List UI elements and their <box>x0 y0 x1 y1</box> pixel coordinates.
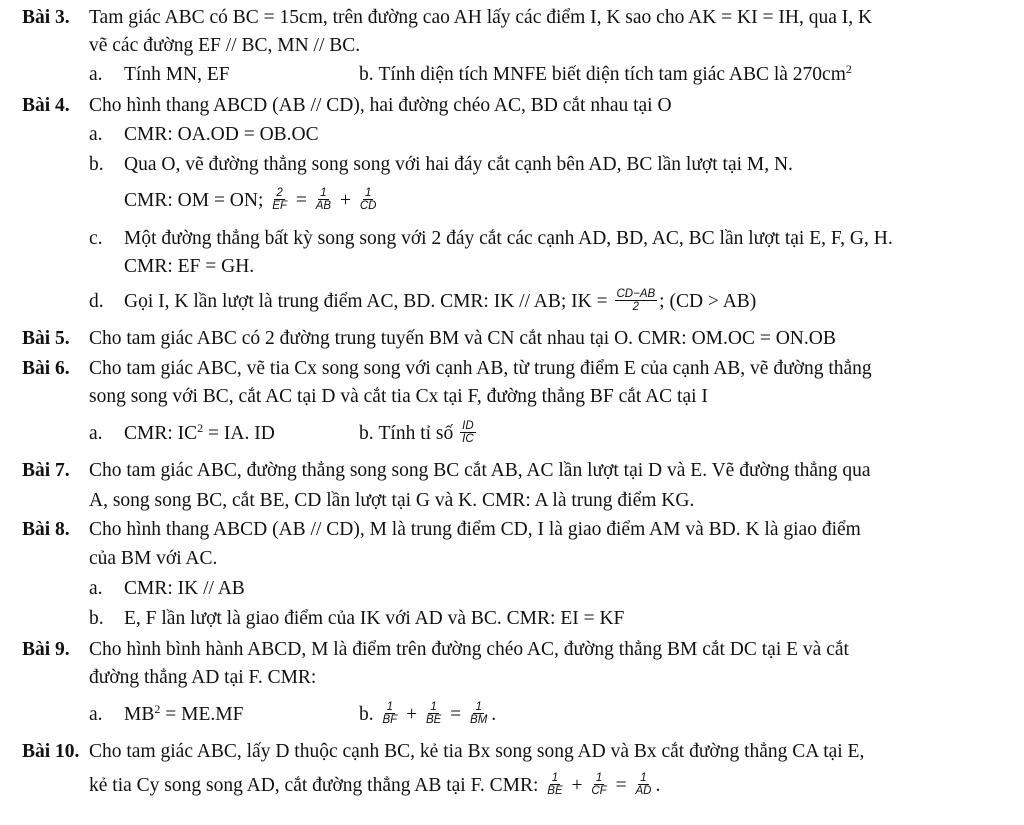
numerator: 1 <box>595 772 603 785</box>
problem-9-a-superscript: 2 <box>154 702 161 716</box>
problem-3-b-superscript: 2 <box>845 62 852 76</box>
fraction-2-over-ef <box>270 187 289 212</box>
problem-5-label: Bài 5. <box>22 328 70 349</box>
problem-3-part-a <box>89 63 230 87</box>
problem-9-text-1: Cho hình bình hành ABCD, M là điểm trên đường chéo AC, đường thẳng BM cắt DC tại E và cắt <box>89 639 849 660</box>
problem-3-b-text: Tính diện tích MNFE biết diện tích tam giác ABC là 270cm <box>378 64 846 85</box>
denominator: BE <box>425 714 442 727</box>
period: . <box>655 775 661 796</box>
problem-4-part-a <box>89 123 319 147</box>
problem-6-b-text: Tính tỉ số <box>378 423 454 444</box>
problem-4-part-b <box>89 153 793 177</box>
fraction-1-over-bf <box>381 701 400 726</box>
problem-6-label: Bài 6. <box>22 358 70 379</box>
numerator: 1 <box>364 187 372 200</box>
numerator: ID <box>462 420 474 433</box>
plus-sign: + <box>406 704 418 725</box>
fraction-1-over-cd <box>358 187 379 212</box>
problem-3-a-text: Tính MN, EF <box>124 64 230 85</box>
problem-8-part-a <box>89 577 245 601</box>
problem-6-a-text-post: = IA. ID <box>203 423 275 444</box>
problem-8-a-text: CMR: IK // AB <box>124 578 245 599</box>
problem-9-b-index: b. <box>359 704 374 725</box>
problem-8-line-1 <box>22 518 861 542</box>
period: . <box>491 704 497 725</box>
problem-8-line-2: của BM với AC. <box>89 548 218 569</box>
denominator: IC <box>462 433 474 446</box>
numerator: 1 <box>320 187 327 200</box>
problem-3-a-index: a. <box>89 64 103 85</box>
problem-9-a-text-post: = ME.MF <box>160 704 244 725</box>
fraction-id-over-ic <box>460 420 476 445</box>
denominator: BM <box>470 714 488 727</box>
plus-sign: + <box>571 775 583 796</box>
fraction-cd-minus-ab-over-2 <box>615 288 658 313</box>
problem-9-a-index: a. <box>89 704 103 725</box>
problem-7-label: Bài 7. <box>22 460 70 481</box>
problem-9-line-1 <box>22 638 849 662</box>
problem-4-part-d <box>89 290 756 315</box>
problem-4-part-b-formula <box>124 189 380 214</box>
problem-8-a-index: a. <box>89 578 103 599</box>
problem-4-a-text: CMR: OA.OD = OB.OC <box>124 124 319 145</box>
problem-8-b-index: b. <box>89 608 104 629</box>
fraction-1-over-be <box>545 772 564 797</box>
fraction-1-over-ad <box>633 772 653 797</box>
numerator: 1 <box>640 772 647 785</box>
problem-3-line-1 <box>22 6 872 30</box>
problem-7-line-1 <box>22 459 871 483</box>
problem-3-line-2: vẽ các đường EF // BC, MN // BC. <box>89 35 361 56</box>
plus-sign: + <box>339 190 351 211</box>
problem-6-line-2: song song với BC, cắt AC tại D và cắt tia Cx tại F, đường thẳng BF cắt AC tại I <box>89 386 708 407</box>
denominator: AD <box>635 785 652 798</box>
problem-4-b-text: Qua O, vẽ đường thẳng song song với hai đáy cắt cạnh bên AD, BC lần lượt tại M, N. <box>124 154 793 175</box>
problem-3-b-index: b. <box>359 64 374 85</box>
denominator: BE <box>547 785 563 798</box>
problem-10-label: Bài 10. <box>22 741 80 762</box>
problem-7-text-1: Cho tam giác ABC, đường thẳng song song BC cắt AB, AC lần lượt tại D và E. Vẽ đường thẳng qua <box>89 460 871 481</box>
denominator: CF <box>591 785 607 798</box>
problem-9-line-2: đường thẳng AD tại F. CMR: <box>89 667 317 688</box>
problem-4-d-tail: ; (CD > AB) <box>659 291 757 312</box>
problem-8-b-text: E, F lần lượt là giao điểm của IK với AD và BC. CMR: EI = KF <box>124 608 625 629</box>
problem-8-part-b <box>89 607 624 631</box>
fraction-1-over-cf <box>589 772 608 797</box>
numerator: 2 <box>276 187 283 200</box>
denominator: EF <box>272 200 287 213</box>
problem-3-text-1: Tam giác ABC có BC = 15cm, trên đường cao AH lấy các điểm I, K sao cho AK = KI = IH, qua I, K <box>89 7 873 28</box>
fraction-1-over-ab <box>314 187 333 212</box>
problem-10-line-1 <box>22 740 864 764</box>
equals-sign: = <box>615 775 627 796</box>
numerator: 1 <box>430 701 437 714</box>
denominator: CD <box>359 200 377 213</box>
problem-3-label: Bài 3. <box>22 7 70 28</box>
problem-6-b-index: b. <box>359 423 374 444</box>
fraction-1-over-bm <box>468 701 489 726</box>
equals-sign: = <box>295 190 307 211</box>
problem-5-line-1 <box>22 327 836 351</box>
problem-6-line-1 <box>22 357 872 381</box>
problem-4-b-index: b. <box>89 154 104 175</box>
numerator: 1 <box>386 701 394 714</box>
problem-8-label: Bài 8. <box>22 519 70 540</box>
problem-6-part-a <box>89 422 275 446</box>
problem-10-text-1: Cho tam giác ABC, lấy D thuộc cạnh BC, kẻ tia Bx song song AD và Bx cắt đường thẳng CA tại E, <box>89 741 865 762</box>
problem-4-c-index: c. <box>89 228 103 249</box>
numerator: 1 <box>475 701 482 714</box>
problem-4-part-c <box>89 227 893 251</box>
problem-6-a-text-pre: CMR: IC <box>124 423 198 444</box>
numerator: CD−AB <box>616 288 656 301</box>
problem-9-part-b <box>359 703 496 728</box>
problem-4-d-text: Gọi I, K lần lượt là trung điểm AC, BD. CMR: IK // AB; IK = <box>124 291 608 312</box>
problem-4-c-text: Một đường thẳng bất kỳ song song với 2 đáy cắt các cạnh AD, BD, AC, BC lần lượt tại E, F, G, H. <box>124 228 893 249</box>
denominator: AB <box>315 200 332 213</box>
denominator: 2 <box>632 301 640 314</box>
problem-6-a-superscript: 2 <box>197 421 204 435</box>
problem-4-line-1 <box>22 94 672 118</box>
fraction-1-over-be <box>424 701 443 726</box>
problem-4-part-c-cmr: CMR: EF = GH. <box>124 256 255 277</box>
problem-6-text-1: Cho tam giác ABC, vẽ tia Cx song song với cạnh AB, từ trung điểm E của cạnh AB, vẽ đường thẳng <box>89 358 872 379</box>
problem-10-text-2: kẻ tia Cy song song AD, cắt đường thẳng AB tại F. CMR: <box>89 775 539 796</box>
problem-3-part-b <box>359 63 852 87</box>
problem-5-text-1: Cho tam giác ABC có 2 đường trung tuyến BM và CN cắt nhau tại O. CMR: OM.OC = ON.OB <box>89 328 836 349</box>
problem-9-label: Bài 9. <box>22 639 70 660</box>
numerator: 1 <box>551 772 559 785</box>
problem-6-a-index: a. <box>89 423 103 444</box>
problem-10-line-2 <box>89 774 660 799</box>
problem-7-line-2: A, song song BC, cắt BE, CD lần lượt tại G và K. CMR: A là trung điểm KG. <box>89 490 695 511</box>
problem-9-a-text-pre: MB <box>124 704 155 725</box>
problem-4-d-index: d. <box>89 291 104 312</box>
problem-4-label: Bài 4. <box>22 95 70 116</box>
problem-4-b-cmr: CMR: OM = ON; <box>124 190 264 211</box>
problem-6-part-b <box>359 422 478 447</box>
problem-4-text-1: Cho hình thang ABCD (AB // CD), hai đường chéo AC, BD cắt nhau tại O <box>89 95 672 116</box>
problem-9-part-a <box>89 703 243 727</box>
denominator: BF <box>382 714 398 727</box>
problem-8-text-1: Cho hình thang ABCD (AB // CD), M là trung điểm CD, I là giao điểm AM và BD. K là giao điểm <box>89 519 861 540</box>
problem-4-a-index: a. <box>89 124 103 145</box>
equals-sign: = <box>450 704 462 725</box>
